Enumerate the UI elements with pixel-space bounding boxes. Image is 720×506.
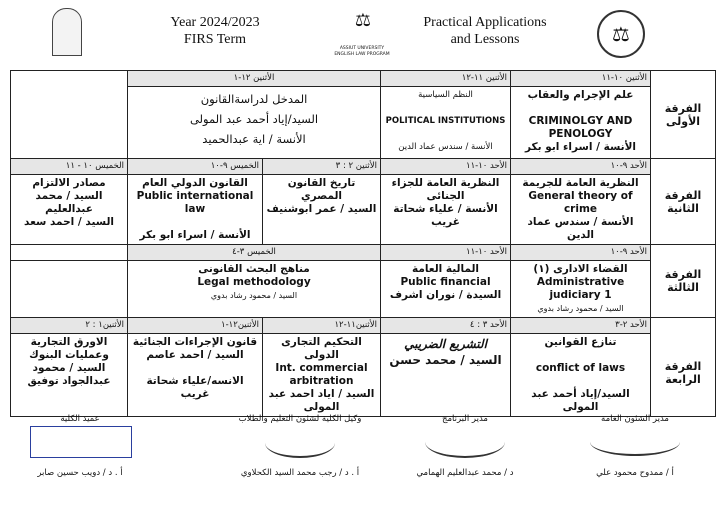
time-cell: الأحد ٩-١٠: [511, 159, 651, 175]
university-logo: [52, 8, 82, 56]
course-cell: [511, 175, 651, 245]
table-row: [11, 175, 716, 245]
schedule-table: [10, 70, 716, 417]
time-cell: الأثنين١ : ٢: [11, 318, 128, 334]
time-cell: الأثنين ١٢-١: [128, 71, 381, 87]
year: Year 2024/2023: [170, 15, 260, 30]
cell-line: السيد / احمد عاصم: [146, 349, 244, 361]
row-label: الفرقة الثالثة: [651, 245, 716, 318]
table-row: [11, 245, 716, 261]
time-cell: الأحد ٩-١٠: [511, 245, 651, 261]
signature-title: مدير الشئون العامة: [601, 414, 669, 424]
cell-line: الانسه/علياء شحاتة غريب: [146, 375, 244, 400]
signature-title: عميد الكلية: [60, 414, 100, 424]
cell-line: السيد / محمد حسن: [389, 353, 502, 367]
cell-line: Administrative judiciary 1: [536, 276, 625, 301]
cell-line: مناهج البحث القانونى: [198, 263, 310, 275]
time-cell: الخميس ٣-٤: [128, 245, 381, 261]
course-cell: [128, 87, 381, 159]
course-cell: [381, 261, 511, 318]
cell-line: المدخل لدراسةالقانون: [200, 92, 308, 106]
cell-line: السيد / محمود رشاد بدوي: [537, 304, 624, 313]
signature-program-director: [400, 414, 530, 478]
course-cell: [128, 175, 263, 245]
time-cell: الخميس ١٠ - ١١: [11, 159, 128, 175]
cell-line: الأنسة / علياء شحاتة غريب: [393, 203, 498, 228]
cell-line: القانون الدولي العام: [142, 177, 248, 189]
course-cell: [511, 334, 651, 417]
course-cell: [11, 334, 128, 417]
title-line-2: and Lessons: [450, 32, 520, 47]
cell-line: السيد / محمود عبدالجواد توفيق: [27, 362, 111, 387]
program-logo-text: ASSIUT UNIVERSITY ENGLISH LAW PROGRAM: [334, 46, 390, 57]
course-cell: [511, 261, 651, 318]
table-row: [11, 71, 716, 87]
cell-line: تاريخ القانون المصري: [287, 177, 356, 202]
title-line-1: Practical Applications: [423, 15, 547, 30]
time-cell: الأحد ١٠-١١: [381, 245, 511, 261]
empty-cell: [11, 261, 128, 318]
table-row: [11, 318, 716, 334]
table-row: [11, 159, 716, 175]
cell-line: Int. commercial arbitration: [275, 362, 368, 387]
cell-line: السيد / احمد سعد: [24, 216, 114, 228]
cell-line: النظم السياسية: [418, 90, 473, 100]
cell-line: التحكيم التجارى الدولى: [281, 336, 362, 361]
document-header: [0, 0, 720, 68]
cell-line: مصادر الالتزام: [32, 177, 106, 189]
cell-line: السيد / محمد عبدالعليم: [35, 190, 103, 215]
term: FIRS Term: [183, 32, 247, 47]
time-cell: الأحد ٣ : ٤: [381, 318, 511, 334]
cell-line: Public financial: [400, 276, 491, 288]
time-cell: الأثنين ٢ : ٣: [263, 159, 381, 175]
handwritten-signature: [425, 426, 505, 458]
row-label: الفرقة الأولى: [651, 71, 716, 159]
time-cell: الأثنين١٢-١: [128, 318, 263, 334]
signature-title: مدير البرنامج: [442, 414, 488, 424]
cell-line: الأنسة / سندس عماد الدين: [527, 216, 634, 241]
cell-line: علم الإجرام والعقاب: [527, 89, 634, 101]
course-cell: [263, 175, 381, 245]
faculty-seal: ⚖: [597, 10, 645, 58]
cell-line: السيدة / نوران اشرف: [389, 289, 502, 301]
cell-line: الاورق التجارية وعمليات البنوك: [29, 336, 109, 361]
program-logo: ⚖: [354, 10, 372, 31]
time-cell: الخميس ٩-١٠: [128, 159, 263, 175]
time-cell: الأحد ٢-٣: [511, 318, 651, 334]
table-row: [11, 261, 716, 318]
course-cell: [128, 334, 263, 417]
course-cell: [511, 87, 651, 159]
document-title: [415, 14, 555, 48]
handwritten-signature: [590, 428, 680, 456]
cell-line: الأنسة / اية عبدالحميد: [202, 132, 306, 146]
empty-cell: [11, 71, 128, 159]
cell-line: السيد / عمر ابوشنيف: [266, 203, 377, 215]
time-cell: الأحد ١٠-١١: [381, 159, 511, 175]
signature-name: أ . د / رجب محمد السيد الكحلاوي: [240, 468, 360, 478]
cell-line: تنازع القوانين: [544, 336, 617, 348]
signature-vice-dean: [225, 414, 375, 478]
dean-stamp: [30, 426, 132, 458]
course-cell: [381, 334, 511, 417]
time-cell: [11, 245, 128, 261]
year-term: [150, 14, 280, 48]
cell-line: القضاء الادارى (١): [533, 263, 628, 275]
cell-line: POLITICAL INSTITUTIONS: [385, 116, 506, 126]
cell-line: المالية العامة: [411, 263, 480, 275]
cell-line: الأنسة / اسراء ابو بكر: [139, 229, 251, 241]
cell-line: السيد/إياد أحمد عبد المولى: [189, 112, 319, 126]
course-cell: [381, 175, 511, 245]
cell-line: السيد / اياد احمد عبد المولى: [268, 388, 375, 413]
cell-line: الأنسة / اسراء ابو بكر: [525, 141, 636, 153]
course-cell: [263, 334, 381, 417]
course-cell: [128, 261, 381, 318]
row-label: الفرقة الرابعة: [651, 318, 716, 417]
table-row: [11, 334, 716, 417]
signature-dean: [25, 414, 135, 478]
signature-title: وكيل الكلية لشئون التعليم والطلاب: [238, 414, 362, 424]
cell-line: General theory of crime: [528, 190, 633, 215]
handwritten-signature: [265, 428, 335, 458]
course-cell: [381, 87, 511, 159]
cell-line: التشريع الضريبي: [404, 337, 487, 351]
cell-line: الأنسة / سندس عماد الدين: [398, 142, 493, 152]
time-cell: الأثنين ١٠-١١: [511, 71, 651, 87]
course-cell: [11, 175, 128, 245]
time-cell: الأثنين ١١-١٢: [381, 71, 511, 87]
cell-line: النظرية العامة للجزاء الجنائى: [391, 177, 500, 202]
signature-name: أ / ممدوح محمود علي: [596, 468, 674, 478]
time-cell: الأثنين١١-١٢: [263, 318, 381, 334]
cell-line: conflict of laws: [535, 362, 626, 374]
cell-line: السيد / محمود رشاد بدوي: [210, 291, 298, 300]
cell-line: قانون الإجراءات الجنائية: [132, 336, 258, 348]
signature-name: د / محمد عبدالعليم الهمامي: [416, 468, 514, 478]
signature-name: أ . د / دويب حسين صابر: [37, 468, 123, 478]
cell-line: السيد/إياد أحمد عبد المولى: [531, 388, 630, 413]
signature-general-affairs: [570, 414, 700, 478]
cell-line: Public international law: [136, 190, 254, 215]
cell-line: CRIMINOLGY AND PENOLOGY: [528, 115, 633, 140]
cell-line: النظرية العامة للجريمة: [522, 177, 639, 189]
cell-line: Legal methodology: [197, 276, 311, 288]
row-label: الفرقة الثانية: [651, 159, 716, 245]
